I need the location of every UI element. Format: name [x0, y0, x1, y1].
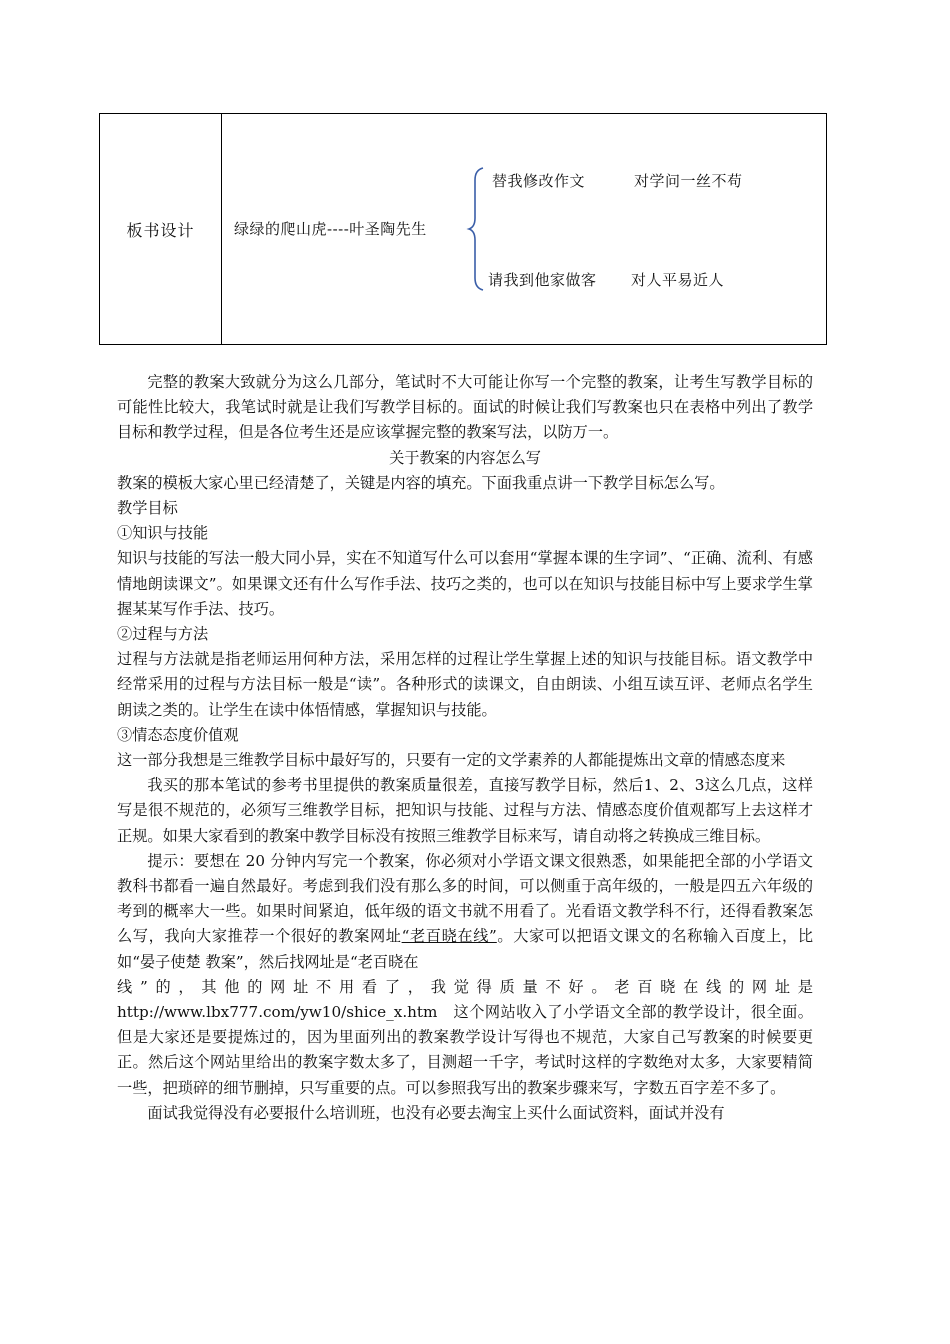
branch-top-right: 对学问一丝不苟 — [634, 172, 743, 190]
branch-bottom-left: 请我到他家做客 — [488, 271, 597, 289]
website-recommendation: “老百晓在线” — [401, 927, 497, 946]
board-design-label: 板书设计 — [126, 220, 195, 240]
goal1-text: 知识与技能的写法一般大同小异，实在不知道写什么可以套用“掌握本课的生字词”、“正确、流利、有感情地朗读课文”。如果课文还有什么写作手法、技巧之类的，也可以在知识与技能目标中写上要求学生掌握某某写作手法、技巧。 — [117, 549, 813, 618]
board-design-table — [99, 113, 827, 345]
tip-paragraph — [117, 849, 813, 975]
tip-text-part1: 提示：要想在 20 分钟内写完一个教案，你必须对小学语文课文很熟悉，如果能把全部的小学语文教科书都看一遍自然最好。考虑到我们没有那么多的时间，可以侧重于高年级的，一般是四五六年级的考到的概率大一些。如果时间紧迫，低年级的语文书就不用看了。光看语文教学科不行，还得看教案怎么写，我向大家推荐一个很好的教案网址 — [117, 851, 813, 946]
goal3-text: 这一部分我想是三维教学目标中最好写的，只要有一定的文学素养的人都能提炼出文章的情感态度来 — [117, 751, 786, 770]
branch-top-left: 替我修改作文 — [492, 172, 586, 190]
goal3-heading: ③情态态度价值观 — [117, 725, 239, 744]
goal2-heading: ②过程与方法 — [117, 625, 209, 644]
reference-book-paragraph: 我买的那本笔试的参考书里提供的教案质量很差，直接写教学目标，然后1、2、3这么几点，这样写是很不规范的，必须写三维教学目标，把知识与技能、过程与方法、情感态度价值观都写上去这样才正规。如果大家看到的教案中教学目标没有按照三维教学目标来写，请自动将之转换成三维目标。 — [117, 776, 813, 845]
section-title: 关于教案的内容怎么写 — [389, 448, 541, 467]
paragraph-complete-lesson-plan: 完整的教案大致就分为这么几部分，笔试时不大可能让你写一个完整的教案，让考生写教学目标的可能性比较大，我笔试时就是让我们写教学目标的。面试的时候让我们写教案也只在表格中列出了教学目标和教学过程，但是各位考生还是应该掌握完整的教案写法，以防万一。 — [117, 373, 813, 442]
document-body — [117, 370, 813, 1126]
tip-text-part2: 。大家可以把语文课文的名称输入百度上，比如“晏子使楚 教案”，然后找网址是“老百晓在 — [117, 927, 814, 971]
tip-spread-line: 线”的，其他的网址不用看了，我觉得质量不好。老百晓在线的网址是 — [117, 977, 813, 996]
goals-heading: 教学目标 — [117, 499, 178, 518]
tip-text-part3: http://www.lbx777.com/yw10/shice_x.htm 这个网站收入了小学语文全部的教学设计，很全面。但是大家还是要提炼过的，因为里面列出的教案教学设计写得也不规范，大家自己写教案的时候要更正。然后这个网站里给出的教案字数太多了，目测超一千字，考试时这样的字数绝对太多，大家要精简一些，把琐碎的细节删掉，只写重要的点。可以参照我写出的教案步骤来写，字数五百字差不多了。 — [117, 1003, 813, 1097]
interview-paragraph: 面试我觉得没有必要报什么培训班，也没有必要去淘宝上买什么面试资料，面试并没有 — [147, 1103, 725, 1122]
curly-brace — [466, 166, 488, 292]
goal1-heading: ①知识与技能 — [117, 524, 209, 543]
board-topic: 绿绿的爬山虎----叶圣陶先生 — [234, 220, 427, 238]
goal2-text: 过程与方法就是指老师运用何种方法，采用怎样的过程让学生掌握上述的知识与技能目标。语文教学中经常采用的过程与方法目标一般是“读”。各种形式的读课文，自由朗读、小组互读互评、老师点名学生朗读之类的。让学生在读中体悟情感，掌握知识与技能。 — [117, 650, 813, 719]
branch-bottom-right: 对人平易近人 — [631, 271, 725, 289]
intro-paragraph: 教案的模板大家心里已经清楚了，关键是内容的填充。下面我重点讲一下教学目标怎么写。 — [117, 473, 725, 492]
table-divider — [221, 114, 222, 344]
